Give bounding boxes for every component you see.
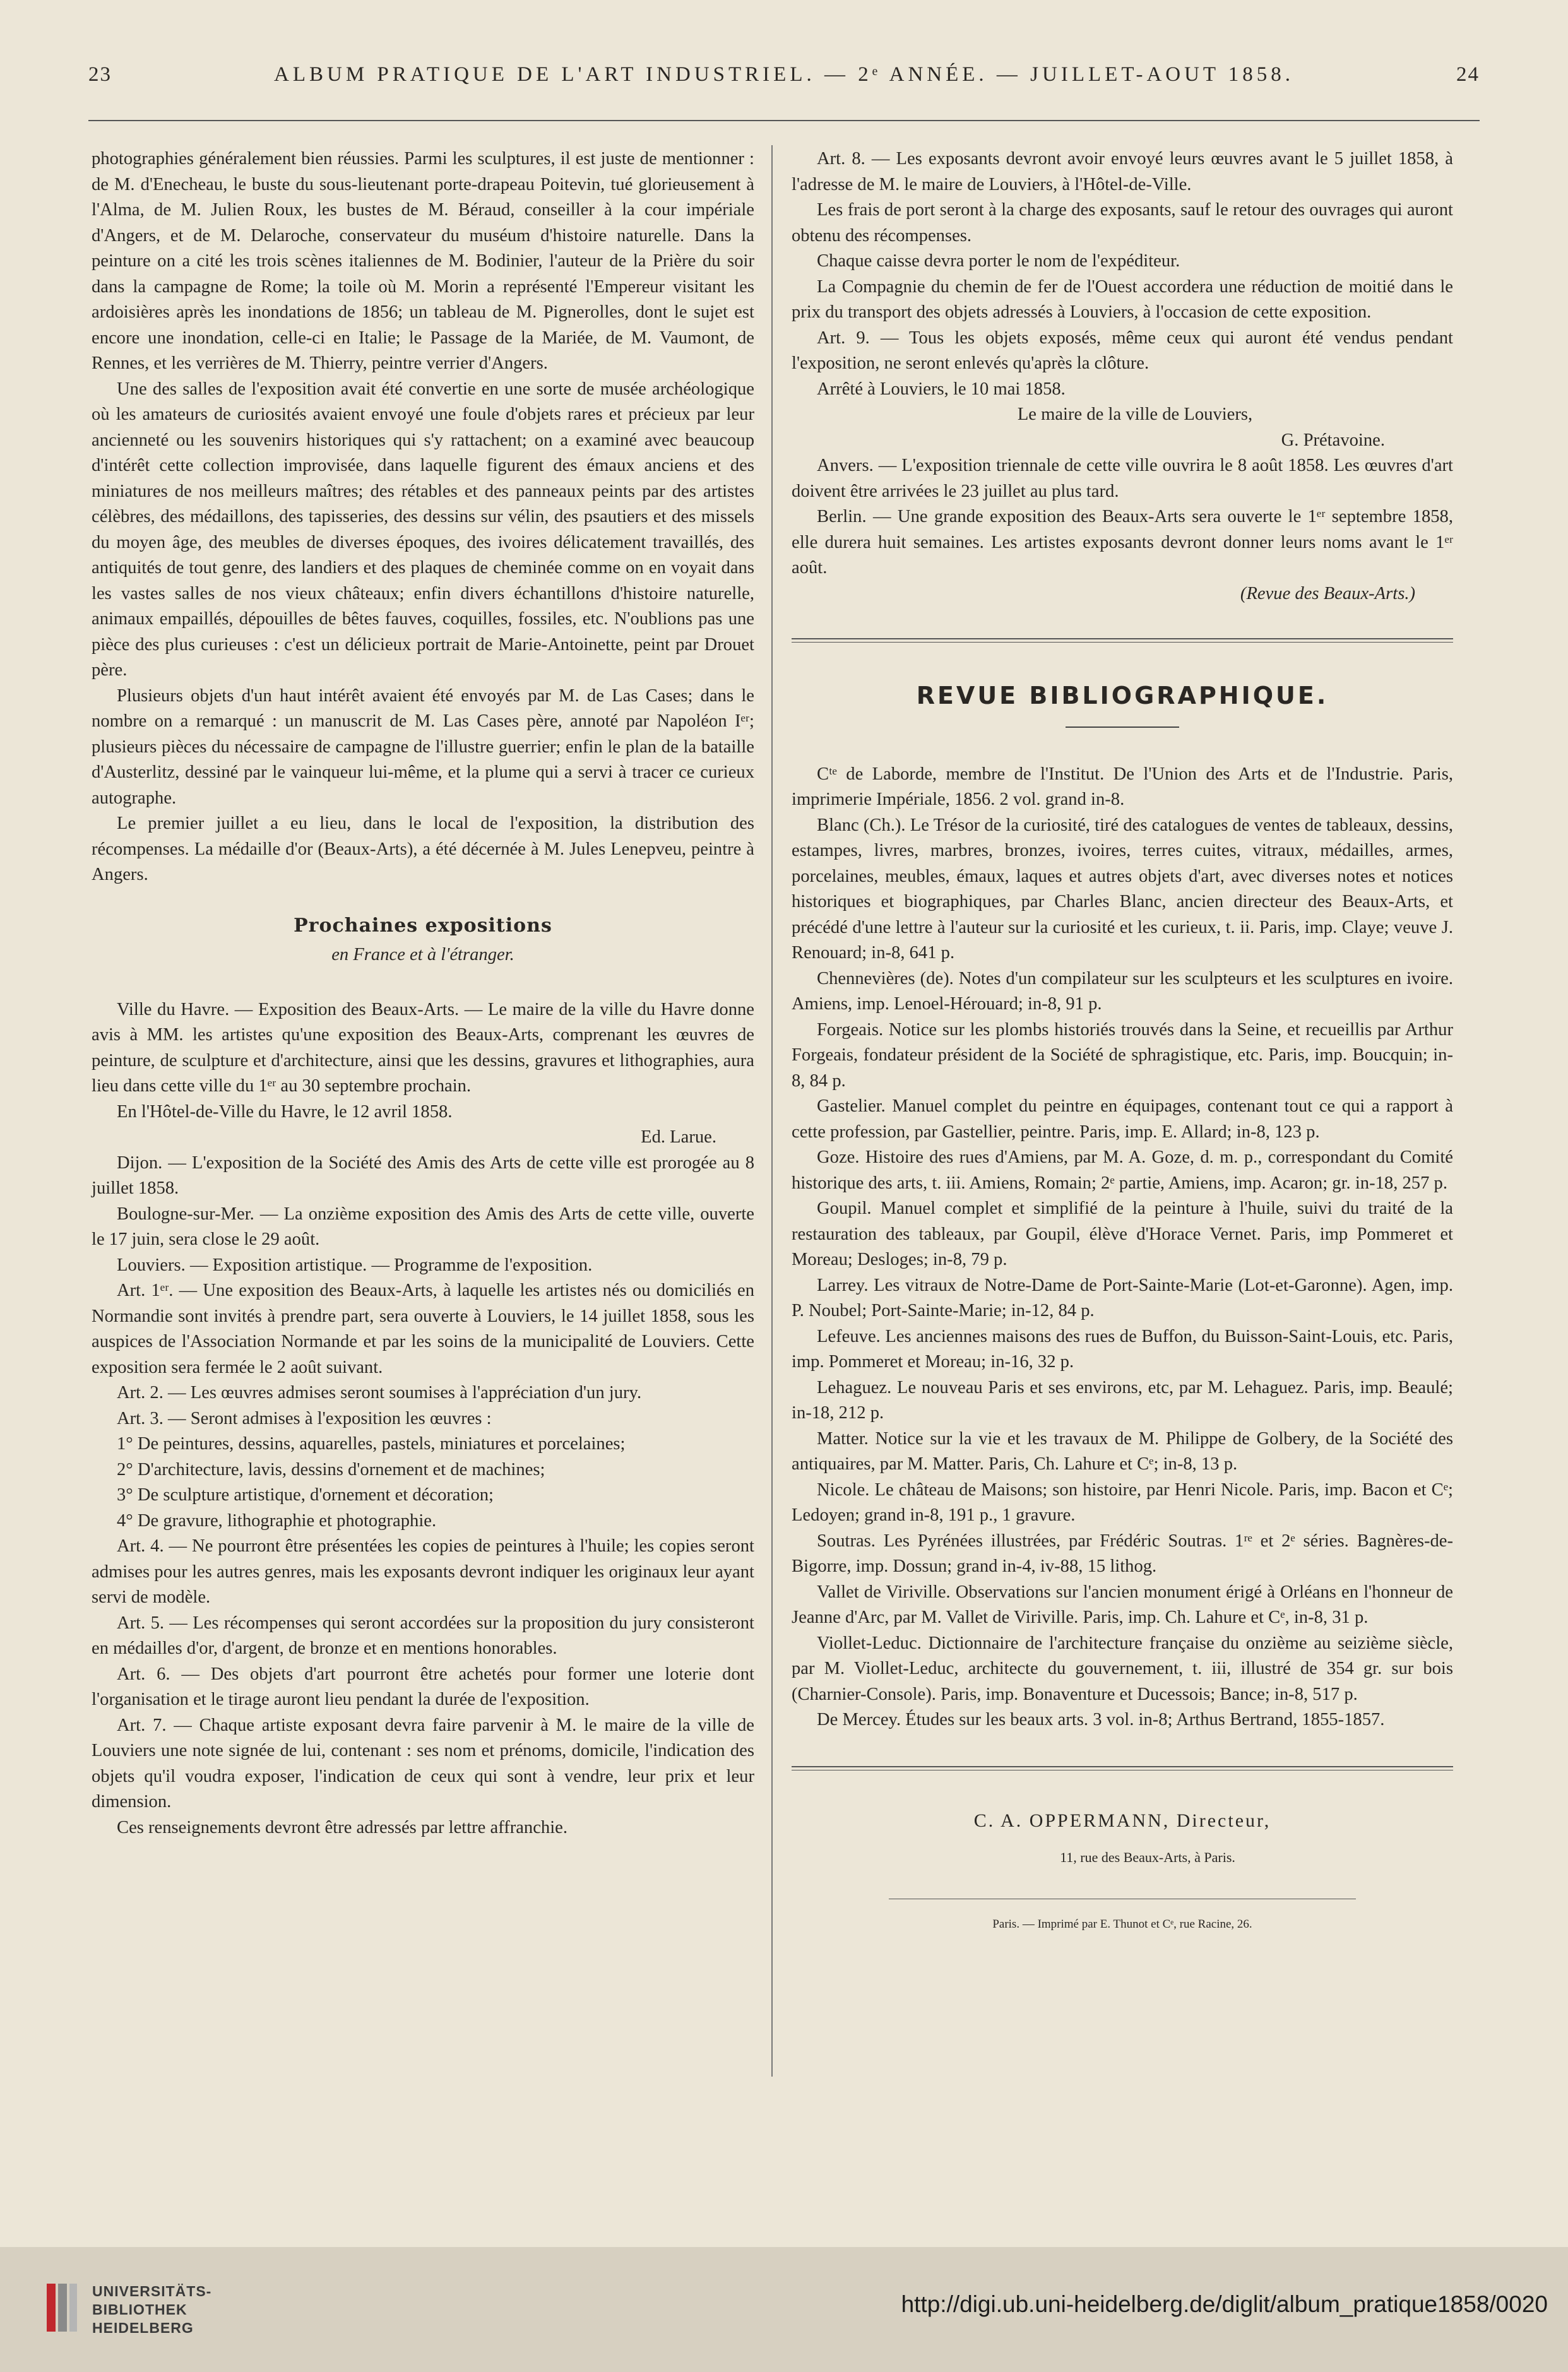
bibliography-entry: Matter. Notice sur la vie et les travaux de M. Philippe de Golbery, de la Société des antiquaires, par M. Matter. Paris, Ch. Lahure et Cᵉ; in-8, 13 p. — [792, 1428, 1453, 1474]
signature: Ed. Larue. — [641, 1127, 716, 1147]
paragraph-berlin: Berlin. — Une grande exposition des Beaux-Arts sera ouverte le 1ᵉʳ septembre 1858, elle durera huit semaines. Les artistes exposants devront donner leurs noms avant le 1ᵉʳ août. — [792, 507, 1453, 578]
paragraph: Une des salles de l'exposition avait été convertie en une sorte de musée archéologique où les amateurs de curiosités avaient envoyé une foule d'objets rares et précieux par leur ancienneté ou les souvenirs historiques qui s'y rattachent; on a examiné avec beaucoup d'intérêt cette collection improvisée, dans laquelle figurent des émaux anciens et des miniatures de nos meilleurs maîtres; des rétables et des panneaux peints par des artistes célèbres, des médaillons, des tapisseries, des dessins sur vélin, des psautiers et des missels du moyen âge, des meubles de diverses époques, des ivoires délicatement travaillés, des antiquités de tout genre, des landiers et des plaques de cheminée comme on en voyait dans les vastes salles de nos vieux châteaux; enfin divers échantillons d'histoire naturelle, animaux empaillés, dépouilles de bêtes fauves, coquilles, fossiles, etc. N'oublions pas une pièce des plus curieuses : c'est un délicieux portrait de Marie-Antoinette, peint par Drouet père. — [92, 379, 754, 680]
paragraph-boulogne: Boulogne-sur-Mer. — La onzième exposition des Amis des Arts de cette ville, ouverte le 17 juin, sera close le 29 août. — [92, 1204, 754, 1249]
article-7-note: Ces renseignements devront être adressés par lettre affranchie. — [117, 1817, 568, 1837]
article-9: Art. 9. — Tous les objets exposés, même ceux qui auront été vendus pendant l'exposition, ne seront enlevés qu'après la clôture. — [792, 328, 1453, 373]
article-8: Art. 8. — Les exposants devront avoir envoyé leurs œuvres avant le 5 juillet 1858, à l'adresse de M. le maire de Louviers, à l'Hôtel-de-Ville. — [792, 149, 1453, 194]
paragraph-havre: Ville du Havre. — Exposition des Beaux-Arts. — Le maire de la ville du Havre donne avis à MM. les artistes qu'une exposition des Beaux-Arts, comprenant les œuvres de peinture, de sculpture et d'architecture, ainsi que les dessins, gravures et lithographies, aura lieu dans cette ville du 1ᵉʳ au 30 septembre prochain. — [92, 999, 754, 1096]
paragraph: Plusieurs objets d'un haut intérêt avaient été envoyés par M. de Las Cases; dans le nombre on a remarqué : un manuscrit de M. Las Cases père, annoté par Napoléon Iᵉʳ; plusieurs pièces du nécessaire de campagne de l'illustre guerrier; enfin le plan de la bataille d'Austerlitz, dessiné par le vainqueur lui-même, et la plume qui a servi à tracer ce curieux autographe. — [92, 685, 754, 808]
header-rule — [88, 120, 1480, 121]
source-citation: (Revue des Beaux-Arts.) — [1240, 583, 1415, 603]
paragraph: photographies généralement bien réussies. Parmi les sculptures, il est juste de mentionner : de M. d'Enecheau, le buste du sous-lieutenant porte-drapeau Poitevin, tué glorieusement à l'Alma, de M. Julien Roux, les bustes de M. Béraud, conseiller à la cour impériale d'Angers, et de M. Delaroche, conservateur du muséum d'histoire naturelle. Dans la peinture on a cité les trois scènes italiennes de M. Bodinier, l'auteur de la Prière du soir dans la campagne de Rome; la toile où M. Morin a représenté l'Empereur visitant les ardoisières après les inondations de 1856; un tableau de M. Pignerolles, dont le sujet est encore une inondation, celle-ci en Italie; le Passage de la Mariée, de M. Vaumont, de Rennes, et les verrières de M. Thierry, peintre verrier d'Angers. — [92, 149, 754, 373]
library-logo-icon — [44, 2281, 80, 2334]
bibliography-entry: Vallet de Viriville. Observations sur l'ancien monument érigé à Orléans en l'honneur de Jeanne d'Arc, par M. Vallet de Viriville. Paris, imp. Ch. Lahure et Cᵉ, in-8, 31 p. — [792, 1582, 1453, 1627]
dateline: Arrêté à Louviers, le 10 mai 1858. — [817, 379, 1066, 399]
article-2: Art. 2. — Les œuvres admises seront soumises à l'appréciation d'un jury. — [117, 1383, 642, 1402]
bibliography-entry: Goze. Histoire des rues d'Amiens, par M. A. Goze, d. m. p., correspondant du Comité historique des arts, t. iii. Amiens, Romain; 2ᵉ partie, Amiens, imp. Acaron; gr. in-18, 257 p. — [792, 1147, 1453, 1193]
article-6: Art. 6. — Des objets d'art pourront être achetés pour former une loterie dont l'organisation et le tirage auront lieu pendant la durée de l'exposition. — [92, 1664, 754, 1709]
director-line: C. A. OPPERMANN, Directeur, — [973, 1810, 1271, 1831]
paragraph-louviers: Louviers. — Exposition artistique. — Programme de l'exposition. — [117, 1255, 593, 1275]
bibliography-entry: Goupil. Manuel complet et simplifié de la peinture à l'huile, suivi du traité de la restauration des tableaux, par Goupil, élève d'Horace Vernet. Paris, imp Pommeret et Moreau; Desloges; in-8, 79 p. — [792, 1199, 1453, 1269]
journal-title: ALBUM PRATIQUE DE L'ART INDUSTRIEL. — 2ᵉ ANNÉE. — JUILLET-AOUT 1858. — [273, 63, 1294, 86]
paragraph: La Compagnie du chemin de fer de l'Ouest accordera une réduction de moitié dans le prix du transport des objets adressés à Louviers, à l'occasion de cette exposition. — [792, 276, 1453, 322]
article-3: Art. 3. — Seront admises à l'exposition les œuvres : — [117, 1408, 492, 1428]
bibliography-entry: Larrey. Les vitraux de Notre-Dame de Port-Sainte-Marie (Lot-et-Garonne). Agen, imp. P. Noubel; Port-Sainte-Marie; in-12, 84 p. — [792, 1275, 1453, 1320]
column-divider — [771, 145, 773, 2077]
permalink-url[interactable]: http://digi.ub.uni-heidelberg.de/diglit/album_pratique1858/0020 — [901, 2291, 1548, 2317]
bibliography-entry: Nicole. Le château de Maisons; son histoire, par Henri Nicole. Paris, imp. Bacon et Cᵉ; Ledoyen; grand in-8, 191 p., 1 gravure. — [792, 1480, 1453, 1525]
section-rule — [792, 638, 1453, 643]
bibliography-entry: Viollet-Leduc. Dictionnaire de l'architecture française du onzième au seizième siècle, par M. Viollet-Leduc, architecte du gouvernement, t. iii, illustré de 354 gr. sur bois (Charnier-Console). Paris, imp. Bonaventure et Ducessois; Bance; in-8, 517 p. — [792, 1633, 1453, 1704]
paragraph-dijon: Dijon. — L'exposition de la Société des Amis des Arts de cette ville est prorogée au 8 juillet 1858. — [92, 1153, 754, 1198]
imprint-line: Paris. — Imprimé par E. Thunot et Cᵉ, rue Racine, 26. — [992, 1917, 1252, 1931]
title-rule — [1066, 726, 1179, 728]
bibliography-entry: Forgeais. Notice sur les plombs historiés trouvés dans la Seine, et recueillis par Arthur Forgeais, fondateur président de la Société de sphragistique, etc. Paris, imp. Boucquin; in-8, 84 p. — [792, 1019, 1453, 1091]
article-3-item: 4° De gravure, lithographie et photographie. — [117, 1510, 437, 1531]
article-7: Art. 7. — Chaque artiste exposant devra faire parvenir à M. le maire de la ville de Louviers une note signée de lui, contenant : ses nom et prénoms, domicile, l'indication des objets qu'il voudra exposer, l'indication de ceux qui sont à vendre, leur prix et leur dimension. — [92, 1715, 754, 1812]
bibliography-entry: De Mercey. Études sur les beaux arts. 3 vol. in-8; Arthus Bertrand, 1855-1857. — [817, 1710, 1385, 1729]
section-subheading: en France et à l'étranger. — [331, 945, 514, 964]
paragraph: Les frais de port seront à la charge des exposants, sauf le retour des ouvrages qui auront obtenu des récompenses. — [792, 200, 1453, 246]
page-number-right: 24 — [1456, 63, 1480, 86]
article-1: Art. 1ᵉʳ. — Une exposition des Beaux-Arts, à laquelle les artistes nés ou domiciliés en Normandie sont invités à prendre part, sera ouverte à Louviers, le 14 juillet 1858, sous les auspices de l'Association Normande et par les soins de la municipalité de Louviers. Cette exposition sera fermée le 2 août suivant. — [92, 1281, 754, 1377]
closing-rule — [792, 1766, 1453, 1770]
paragraph: Chaque caisse devra porter le nom de l'expéditeur. — [817, 251, 1180, 271]
bibliography-entry: Cᵗᵉ de Laborde, membre de l'Institut. De l'Union des Arts et de l'Industrie. Paris, imprimerie Impériale, 1856. 2 vol. grand in-8. — [792, 764, 1453, 809]
logo-line: HEIDELBERG — [92, 2320, 194, 2336]
left-column — [92, 146, 754, 1841]
article-3-item: 3° De sculpture artistique, d'ornement et décoration; — [117, 1485, 494, 1505]
paragraph-anvers: Anvers. — L'exposition triennale de cette ville ouvrira le 8 août 1858. Les œuvres d'art doivent être arrivées le 23 juillet au plus tard. — [792, 456, 1453, 501]
running-header — [88, 63, 1480, 95]
signature-title: Le maire de la ville de Louviers, — [1017, 405, 1253, 424]
bibliography-entry: Chennevières (de). Notes d'un compilateur sur les sculpteurs et les sculptures en ivoire. Amiens, imp. Lenoel-Hérouard; in-8, 91 p. — [792, 968, 1453, 1014]
section-heading: Prochaines expositions — [294, 914, 552, 937]
bibliography-entry: Gastelier. Manuel complet du peintre en équipages, contenant tout ce qui a rapport à cette profession, par Gastellier, peintre. Paris, imp. E. Allard; in-8, 123 p. — [792, 1096, 1453, 1142]
viewer-footer — [0, 2247, 1568, 2372]
signature: G. Prétavoine. — [1281, 430, 1385, 450]
bibliography-entry: Lefeuve. Les anciennes maisons des rues de Buffon, du Buisson-Saint-Louis, etc. Paris, imp. Pommeret et Moreau; in-16, 32 p. — [792, 1326, 1453, 1372]
right-column — [792, 146, 1453, 1937]
logo-line: BIBLIOTHEK — [92, 2301, 187, 2318]
bibliography-entry: Soutras. Les Pyrénées illustrées, par Frédéric Soutras. 1ʳᵉ et 2ᵉ séries. Bagnères-de-Bigorre, imp. Dossun; grand in-4, iv-88, 15 lithog. — [792, 1531, 1453, 1576]
dateline: En l'Hôtel-de-Ville du Havre, le 12 avril 1858. — [117, 1101, 453, 1122]
bibliography-entry: Lehaguez. Le nouveau Paris et ses environs, etc, par M. Lehaguez. Paris, imp. Beaulé; in-18, 212 p. — [792, 1377, 1453, 1423]
page-number-left: 23 — [88, 63, 112, 86]
director-address: 11, rue des Beaux-Arts, à Paris. — [1060, 1849, 1235, 1865]
article-5: Art. 5. — Les récompenses qui seront accordées sur la proposition du jury consisteront en médailles d'or, d'argent, de bronze et en mentions honorables. — [92, 1613, 754, 1658]
article-3-item: 2° D'architecture, lavis, dessins d'ornement et de machines; — [117, 1459, 545, 1480]
section-title: REVUE BIBLIOGRAPHIQUE. — [916, 682, 1329, 709]
paragraph: Le premier juillet a eu lieu, dans le local de l'exposition, la distribution des récompenses. La médaille d'or (Beaux-Arts), a été décernée à M. Jules Lenepveu, peintre à Angers. — [92, 814, 754, 884]
article-4: Art. 4. — Ne pourront être présentées les copies de peintures à l'huile; les copies seront admises pour les autres genres, mais les exposants devront indiquer les originaux leur ayant servi de modèle. — [92, 1536, 754, 1607]
bibliography-entry: Blanc (Ch.). Le Trésor de la curiosité, tiré des catalogues de ventes de tableaux, dessins, estampes, livres, marbres, bronzes, ivoires, terres cuites, vitraux, médailles, armes, porcelaines, meubles, émaux, laques et autres objets d'art, avec diverses notes et notices historiques et biographiques, par Charles Blanc, ancien directeur des Beaux-Arts, et précédé d'une lettre à l'auteur sur la curiosité et les curieux, t. ii. Paris, imp. Claye; veuve J. Renouard; in-8, 641 p. — [792, 815, 1453, 963]
logo-line: UNIVERSITÄTS- — [92, 2283, 212, 2299]
article-3-item: 1° De peintures, dessins, aquarelles, pastels, miniatures et porcelaines; — [117, 1434, 626, 1454]
library-logo-text — [92, 2282, 211, 2337]
